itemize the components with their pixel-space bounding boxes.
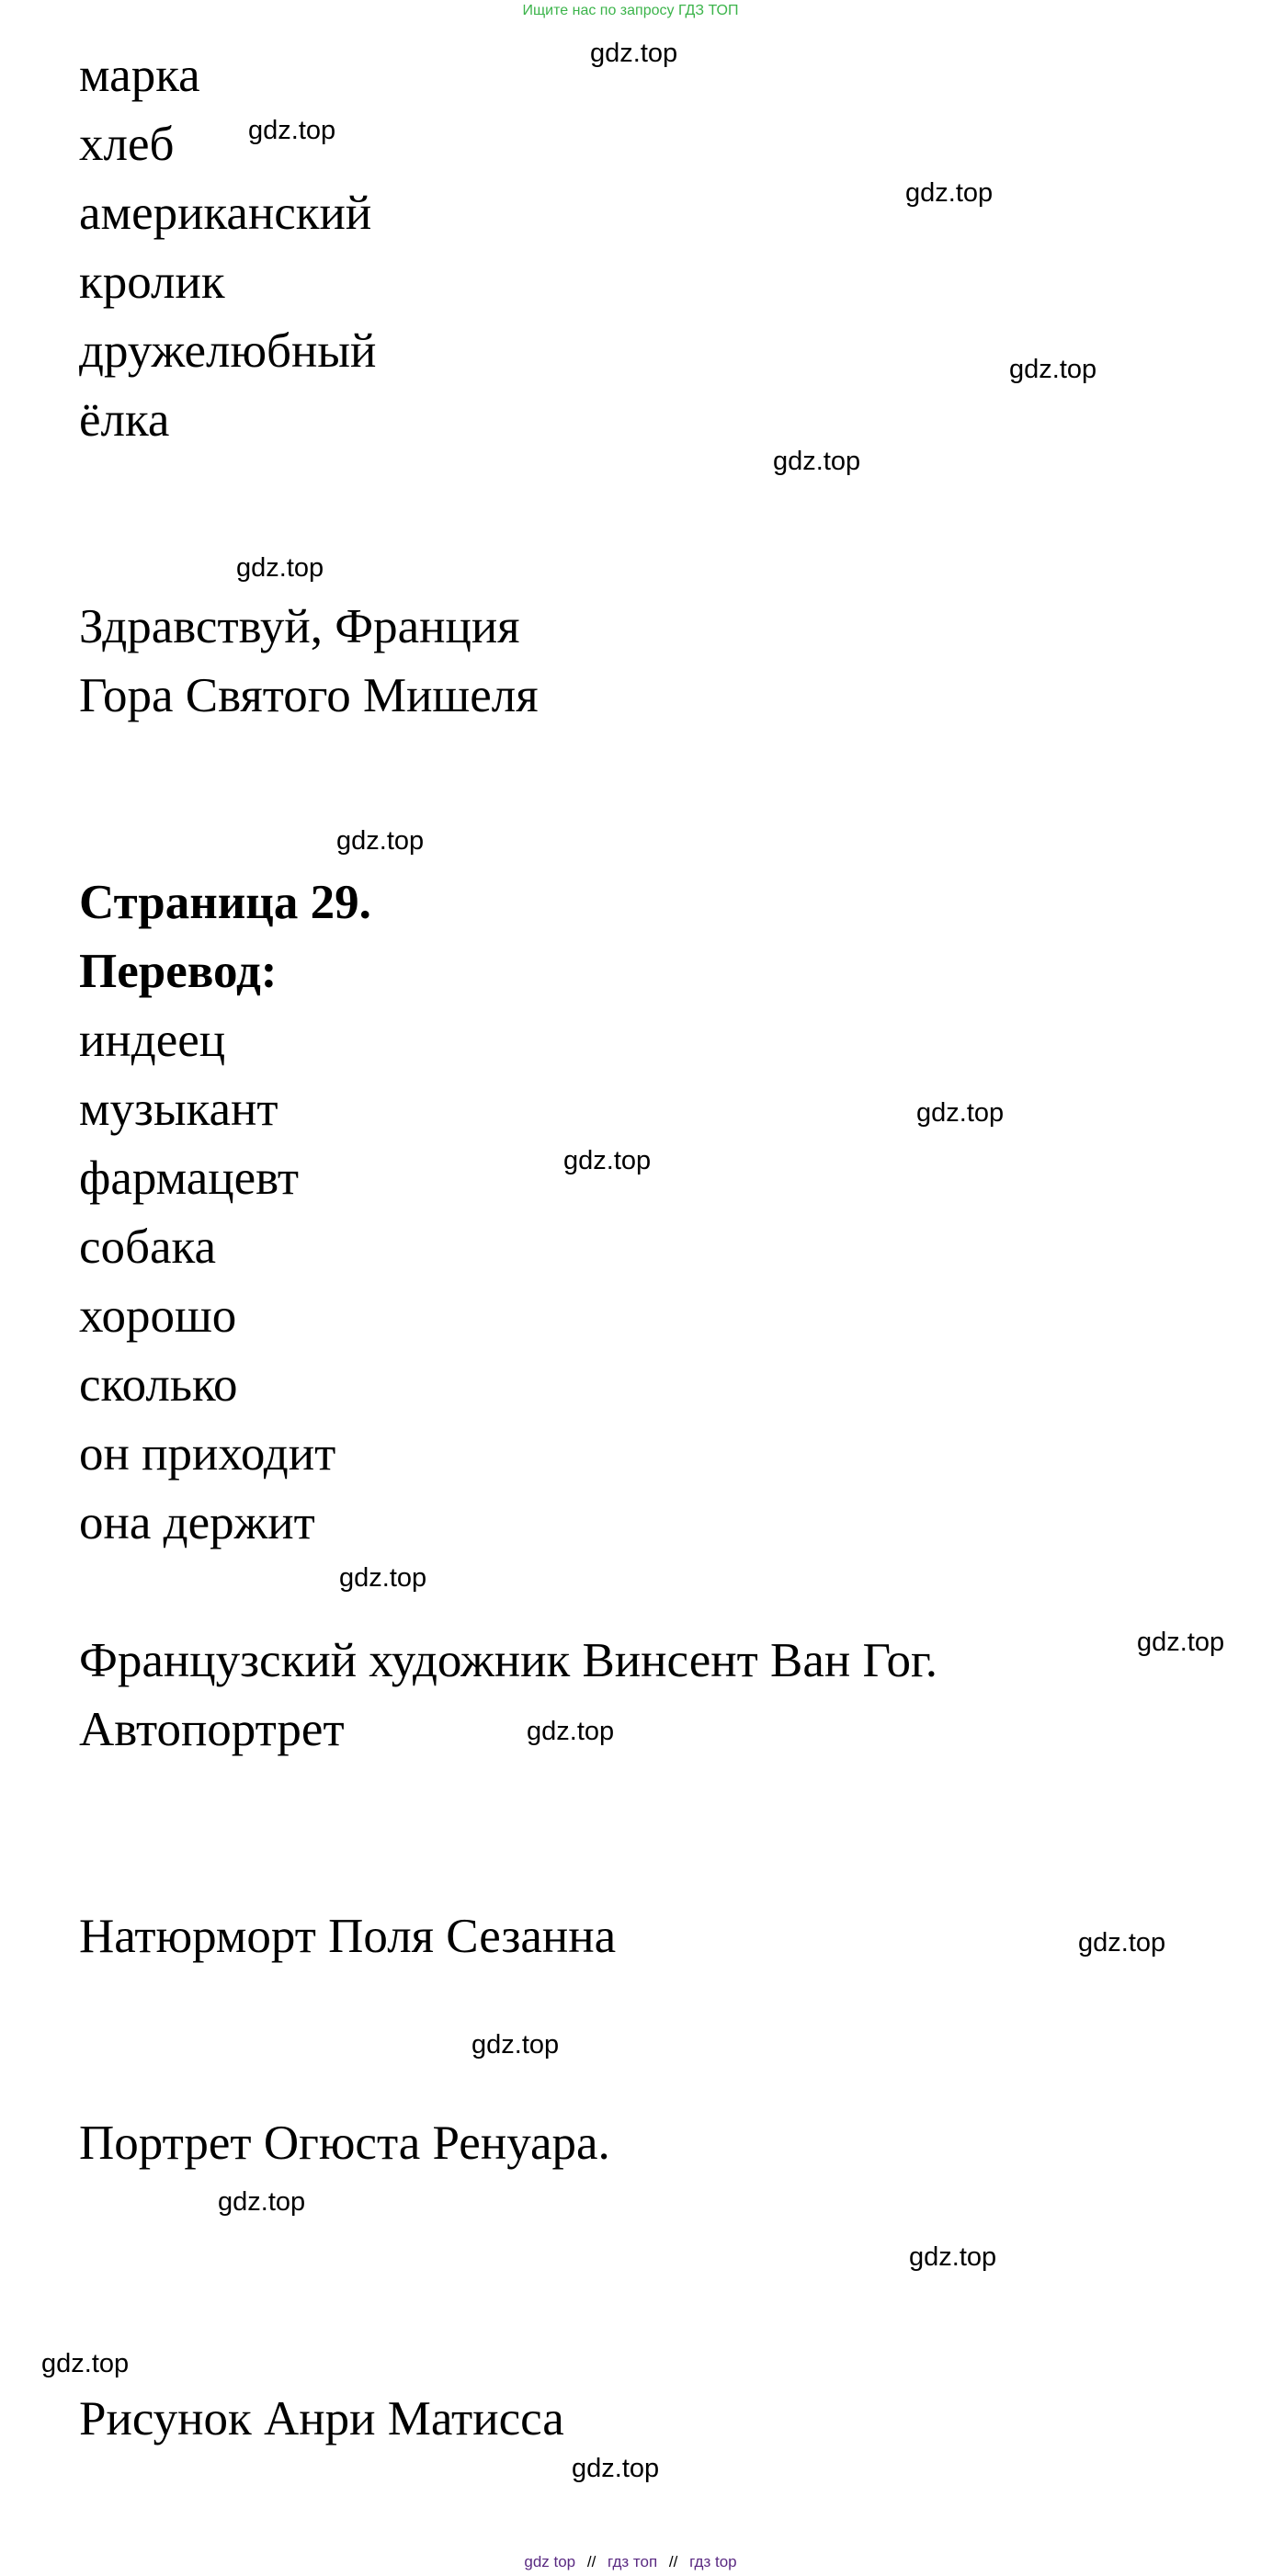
- caption-line: Натюрморт Поля Сезанна: [79, 1910, 617, 1963]
- watermark: gdz.top: [909, 2242, 997, 2272]
- watermark: gdz.top: [563, 1146, 652, 1175]
- caption-line: Здравствуй, Франция: [79, 600, 520, 653]
- caption-line: Французский художник Винсент Ван Гог.: [79, 1634, 937, 1687]
- vocab-item: американский: [79, 187, 372, 240]
- footer-link[interactable]: гдз top: [689, 2553, 737, 2570]
- caption-line: Автопортрет: [79, 1703, 345, 1756]
- footer-link[interactable]: gdz top: [524, 2553, 576, 2570]
- vocab-item: сколько: [79, 1358, 238, 1412]
- watermark: gdz.top: [471, 2030, 560, 2060]
- watermark: gdz.top: [527, 1717, 615, 1746]
- vocab-item: хлеб: [79, 118, 175, 171]
- vocab-item: музыкант: [79, 1083, 278, 1136]
- top-banner[interactable]: Ищите нас по запросу ГДЗ ТОП: [522, 3, 739, 18]
- vocab-item: собака: [79, 1220, 216, 1274]
- watermark: gdz.top: [590, 39, 678, 68]
- watermark: gdz.top: [572, 2454, 660, 2483]
- footer-separator: //: [586, 2553, 596, 2570]
- watermark: gdz.top: [1078, 1928, 1166, 1958]
- watermark: gdz.top: [236, 553, 324, 583]
- watermark: gdz.top: [336, 826, 425, 856]
- caption-line: Гора Святого Мишеля: [79, 669, 539, 722]
- watermark: gdz.top: [248, 116, 336, 145]
- caption-line: Рисунок Анри Матисса: [79, 2392, 564, 2445]
- vocab-item: марка: [79, 49, 200, 102]
- vocab-item: он приходит: [79, 1427, 336, 1481]
- watermark: gdz.top: [41, 2349, 130, 2378]
- vocab-item: фармацевт: [79, 1152, 300, 1205]
- watermark: gdz.top: [773, 447, 861, 476]
- translation-label: Перевод:: [79, 945, 278, 998]
- footer-links: [0, 2553, 1261, 2571]
- caption-line: Портрет Огюста Ренуара.: [79, 2116, 610, 2170]
- vocab-item: она держит: [79, 1496, 315, 1549]
- footer-separator: //: [668, 2553, 678, 2570]
- footer-link[interactable]: гдз топ: [608, 2553, 658, 2570]
- page-title: Страница 29.: [79, 876, 371, 929]
- watermark: gdz.top: [339, 1563, 427, 1593]
- watermark: gdz.top: [905, 178, 994, 208]
- vocab-item: хорошо: [79, 1289, 237, 1343]
- watermark: gdz.top: [916, 1098, 1005, 1128]
- vocab-item: кролик: [79, 255, 225, 309]
- watermark: gdz.top: [218, 2187, 306, 2217]
- vocab-item: ёлка: [79, 393, 170, 447]
- vocab-item: индеец: [79, 1014, 226, 1067]
- watermark: gdz.top: [1009, 355, 1097, 384]
- watermark: gdz.top: [1137, 1628, 1225, 1657]
- vocab-item: дружелюбный: [79, 324, 377, 378]
